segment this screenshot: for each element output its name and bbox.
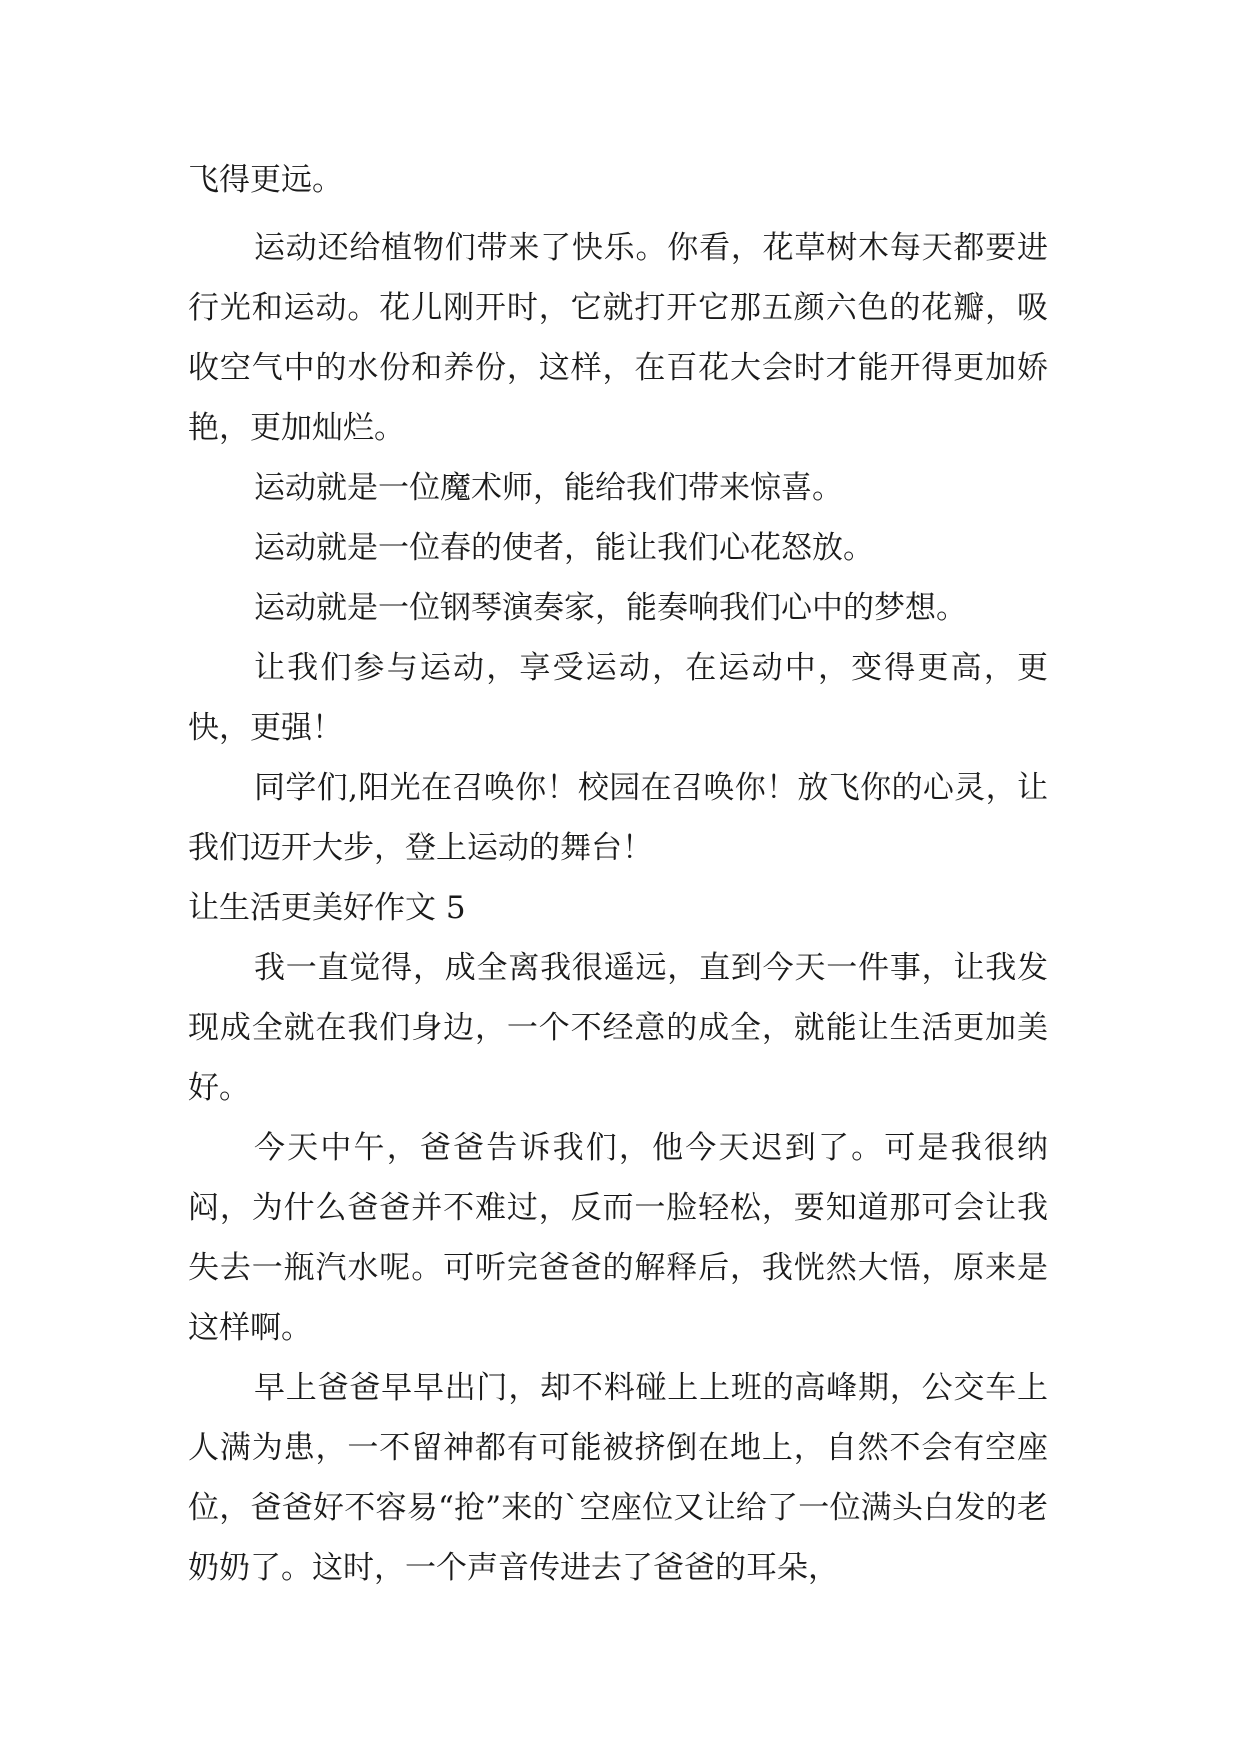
- paragraph: 运动就是一位春的使者，能让我们心花怒放。: [254, 530, 874, 566]
- paragraph: 飞得更远。: [188, 162, 343, 198]
- paragraph: 运动就是一位钢琴演奏家，能奏响我们心中的梦想。: [254, 590, 967, 626]
- paragraph: 早上爸爸早早出门，却不料碰上上班的高峰期，公交车上人满为患，一不留神都有可能被挤倒在地上，自然不会有空座位，爸爸好不容易“抢”来的`空座位又让给了一位满头白发的老奶奶了。这时，一个声音传进去了爸爸的耳朵，: [188, 1370, 1048, 1586]
- paragraph: 让我们参与运动，享受运动，在运动中，变得更高，更快，更强！: [188, 650, 1048, 746]
- document-body: [188, 150, 1048, 1598]
- section-heading: 让生活更美好作文 5: [188, 890, 466, 926]
- paragraph: 同学们,阳光在召唤你！校园在召唤你！放飞你的心灵，让我们迈开大步，登上运动的舞台！: [188, 770, 1048, 866]
- paragraph: 今天中午，爸爸告诉我们，他今天迟到了。可是我很纳闷，为什么爸爸并不难过，反而一脸轻松，要知道那可会让我失去一瓶汽水呢。可听完爸爸的解释后，我恍然大悟，原来是这样啊。: [188, 1130, 1048, 1346]
- paragraph: 运动还给植物们带来了快乐。你看，花草树木每天都要进行光和运动。花儿刚开时，它就打开它那五颜六色的花瓣，吸收空气中的水份和养份，这样，在百花大会时才能开得更加娇艳，更加灿烂。: [188, 230, 1048, 446]
- paragraph: 运动就是一位魔术师，能给我们带来惊喜。: [254, 470, 843, 506]
- paragraph: 我一直觉得，成全离我很遥远，直到今天一件事，让我发现成全就在我们身边，一个不经意的成全，就能让生活更加美好。: [188, 950, 1048, 1106]
